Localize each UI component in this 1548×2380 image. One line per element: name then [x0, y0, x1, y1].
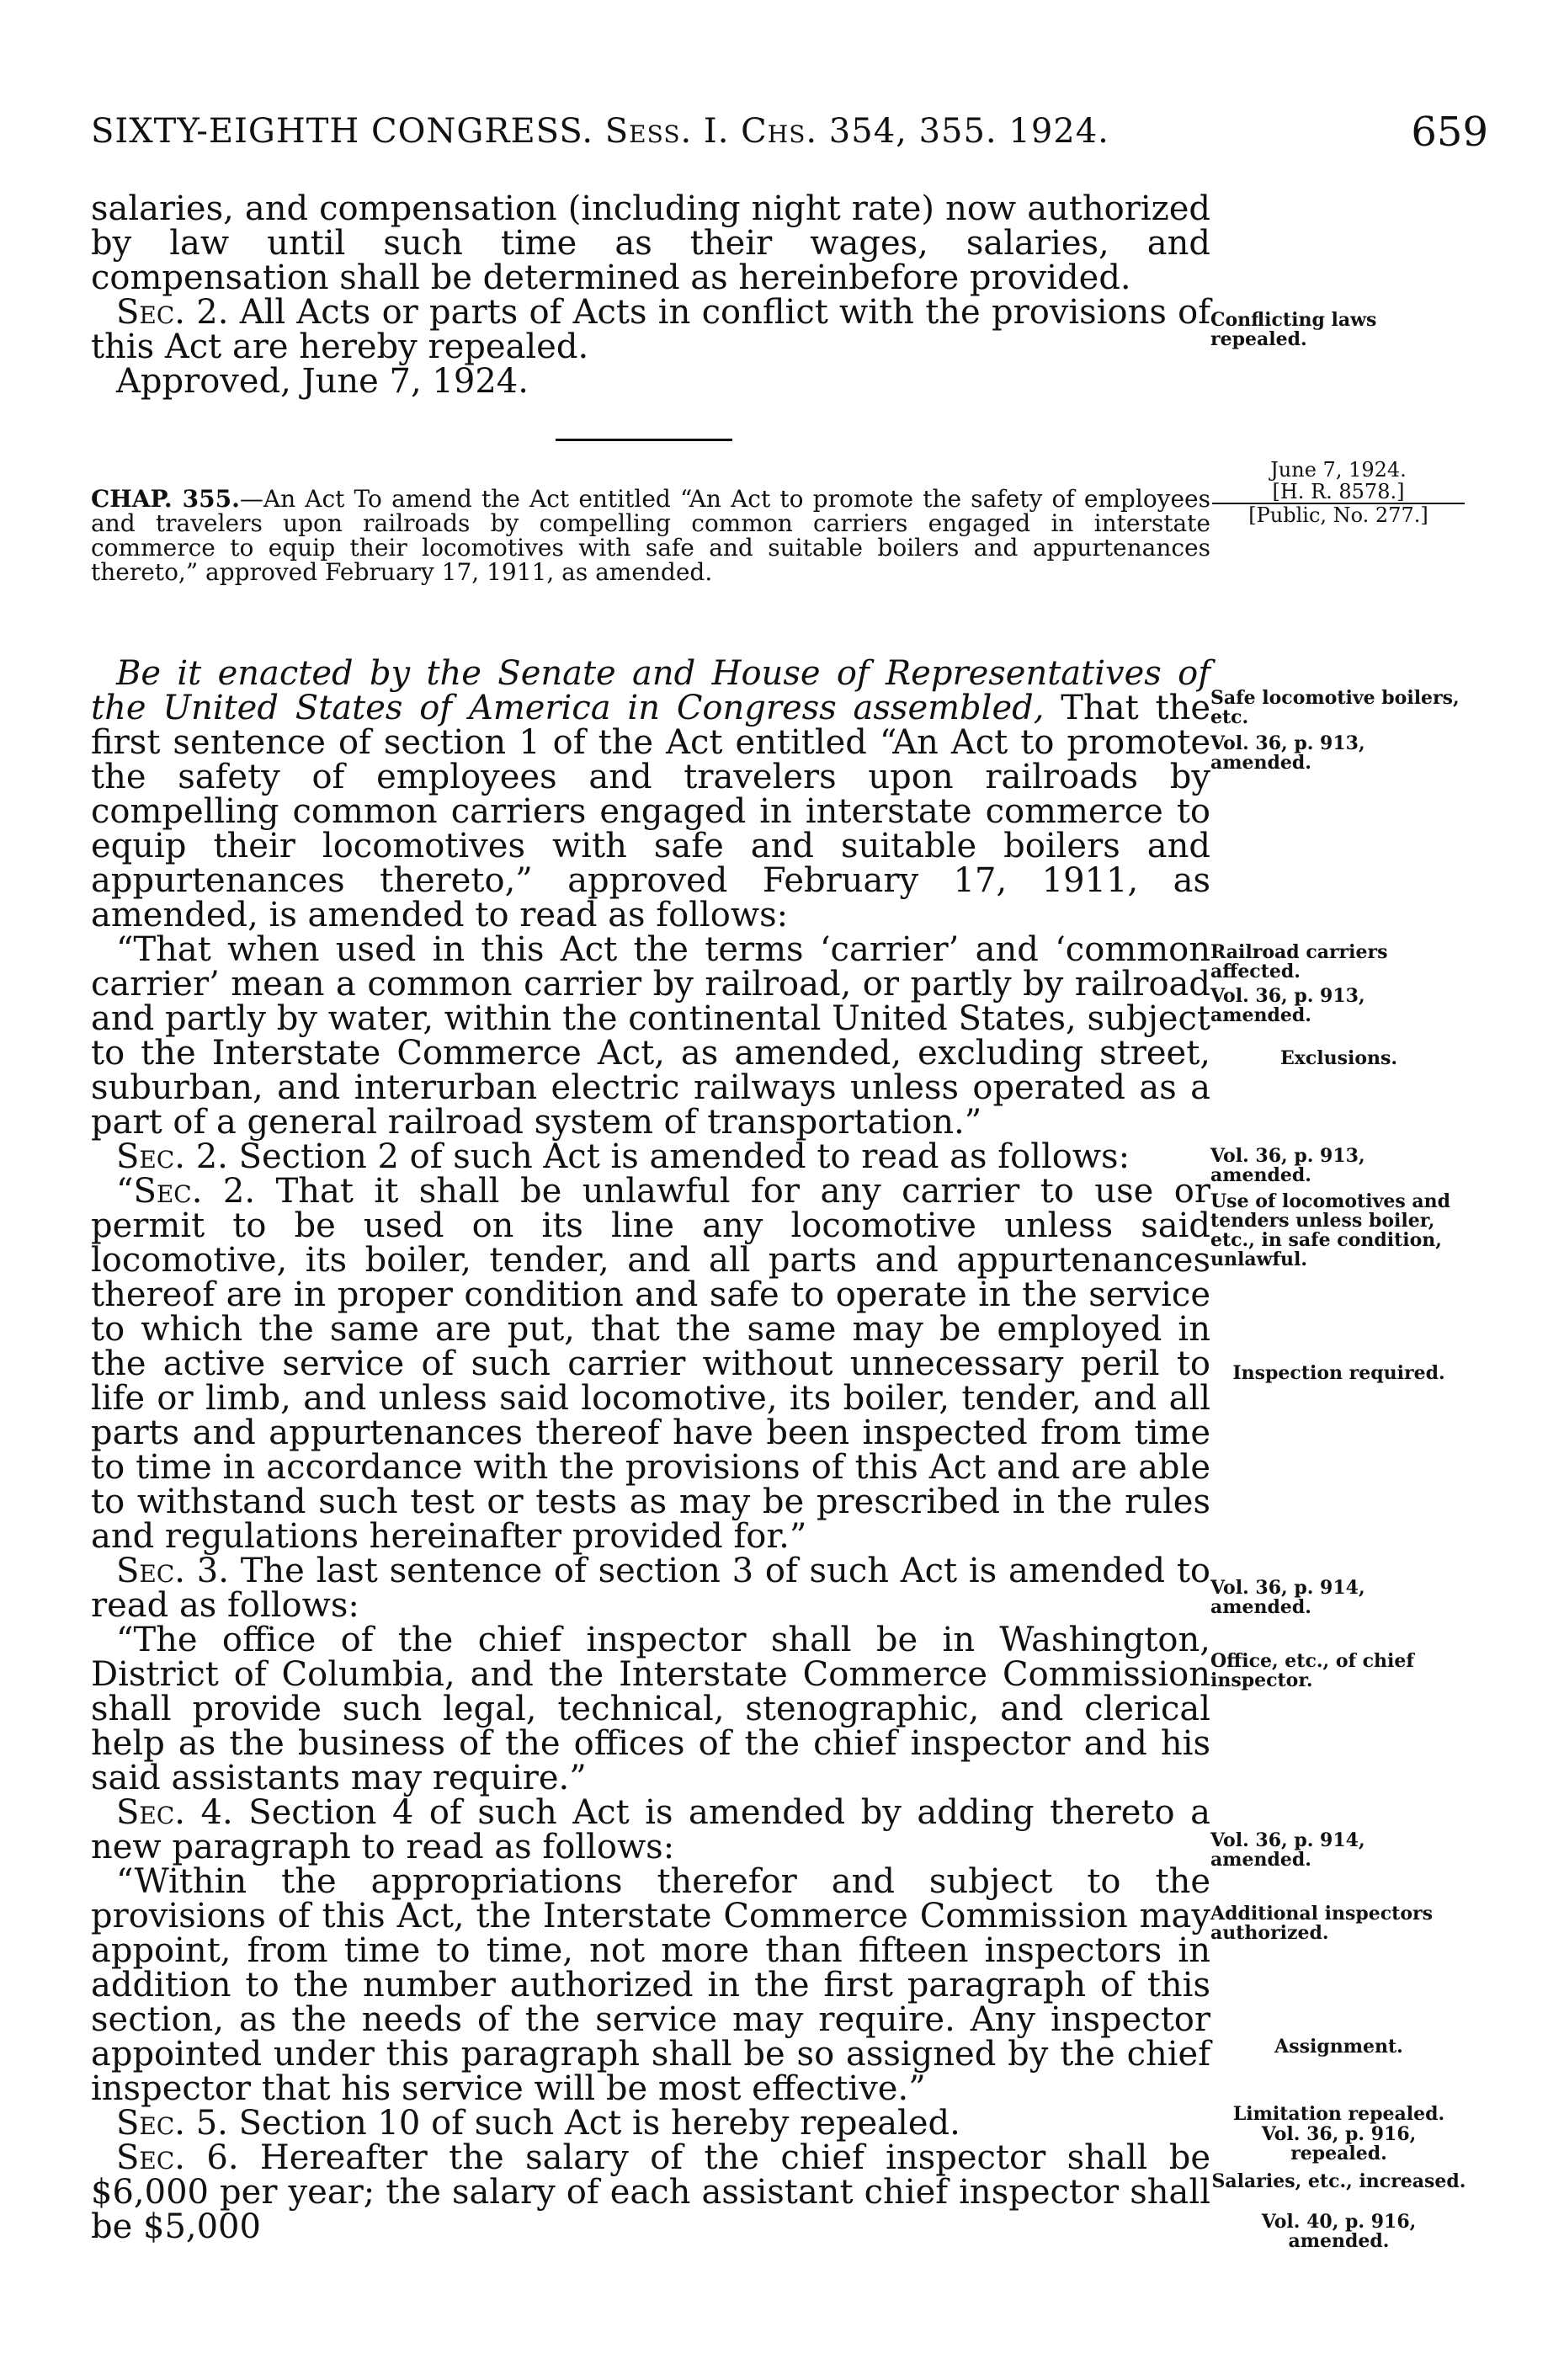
margin-note-conflicting: Conflicting laws repealed. [1210, 309, 1377, 350]
section-2-intro [91, 1137, 1210, 1176]
paragraph-enacting [91, 654, 1211, 934]
section-text: That it shall be unlawful for any carrier to use or permit to be used on its line any locomotive unless said locomotive, its boiler, tender, and all parts and appurtenances thereof are in proper condition and safe to operate in the service to which the same are put, that the same may be employed in the active service of such carrier without unnecessary peril to life or limb, and unless said locomotive, its boiler, tender, and all parts and appurtenances thereof have been inspected from time to time in accordance with the provisions of this Act and are able to withstand such test or tests as may be prescribed in the rules and regulations hereinafter provided for.” [91, 1172, 1210, 1556]
section-label: Sec. 3. [116, 1552, 229, 1590]
section-3-intro [91, 1554, 1210, 1623]
page-number: 659 [1411, 109, 1488, 156]
section-text: Section 4 of such Act is amended by adding thereto a new paragraph to read as follows: [91, 1793, 1210, 1866]
chief-inspector-office: “The office of the chief inspector shall be in Washington, District of Columbia, and the Interstate Commerce Commission shall provide such legal, technical, stenographic, and clerical help as the business of the offices of the chief inspector and his said assistants may require.” [91, 1621, 1210, 1797]
margin-note-additional: Additional inspectors authorized. [1210, 1903, 1433, 1944]
carrier-definition: “That when used in this Act the terms ‘carrier’ and ‘common carrier’ mean a common carrier by railroad, or partly by railroad and partly by water, within the continental United States, subject to the Interstate Commerce Act, as amended, excluding street, suburban, and interurban electric railways unless operated as a part of a general railroad system of transportation.” [91, 930, 1210, 1142]
additional-inspectors: “Within the appropriations therefor and subject to the provisions of this Act, the Interstate Commerce Commission may appoint, from time to time, not more than fifteen inspectors in addition to the number authorized in the first paragraph of this section, as the needs of the service may require. Any inspector appointed under this paragraph shall be so assigned by the chief inspector that his service will be most effective.” [91, 1862, 1210, 2108]
chapter-label: CHAP. 355. [91, 485, 240, 513]
section-label: Sec. 2. [116, 1137, 228, 1176]
repeal-section [91, 293, 1211, 366]
margin-note-railroad-carriers: Railroad carriers affected. [1210, 941, 1388, 982]
section-label: Sec. 6. [116, 2138, 239, 2177]
margin-note-citation: Vol. 36, p. 913, amended. [1210, 985, 1365, 1026]
section-label: Sec. 4. [116, 1793, 233, 1832]
margin-note-citation: Vol. 40, p. 916, amended. [1261, 2211, 1417, 2252]
section-text: Section 10 of such Act is hereby repealed. [238, 2104, 960, 2143]
section-text: The last sentence of section 3 of such Act is amended to read as follows: [91, 1552, 1211, 1625]
chapter-355-title [91, 487, 1210, 584]
margin-note-inspection: Inspection required. [1232, 1362, 1445, 1384]
chapter-355-body [91, 654, 1211, 2246]
chapter-354-end [91, 189, 1211, 401]
margin-note-exclusions: Exclusions. [1279, 1047, 1398, 1069]
chapter-title-text: —An Act To amend the Act entitled “An Act to promote the safety of employees and travelers upon railroads by compelling common carriers engaged in interstate commerce to equip their locomotives with safe and suitable boilers and appurtenances thereto,” approved February 17, 1911, as amended. [91, 485, 1211, 586]
enacting-clause: Be it enacted by the Senate and House of Representatives of the United States of America in Congress assembled, [91, 654, 1210, 727]
margin-note-office: Office, etc., of chief inspector. [1210, 1650, 1414, 1691]
section-label: “Sec. 2. [116, 1172, 256, 1211]
margin-note-safe-boilers: Safe locomotive boilers, etc. [1210, 687, 1460, 728]
chapter-divider [556, 439, 732, 441]
margin-note-citation: Vol. 36, p. 914, amended. [1210, 1577, 1365, 1618]
margin-note-citation: Vol. 36, p. 913, amended. [1210, 1145, 1365, 1186]
header-title: SIXTY-EIGHTH CONGRESS. [91, 112, 594, 151]
continued-paragraph: salaries, and compensation (including night rate) now authorized by law until such time as their wages, salaries, and compensation shall be determined as hereinbefore provided. [91, 189, 1210, 297]
section-5 [91, 2106, 1210, 2141]
public-law-number: [Public, No. 277.] [1248, 503, 1428, 527]
header-session: Sess. I. [604, 112, 730, 151]
running-header [91, 109, 1488, 162]
margin-note-citation: Vol. 36, p. 916, repealed. [1261, 2123, 1417, 2164]
margin-note-citation: Vol. 36, p. 914, amended. [1210, 1829, 1365, 1871]
header-chapters: Chs. 354, 355. [741, 112, 997, 151]
enactment-date: June 7, 1924. [1270, 458, 1407, 482]
section-label: Sec. 2. [116, 293, 229, 332]
section-6 [91, 2138, 1210, 2246]
margin-note-use-locomotives: Use of locomotives and tenders unless boiler, etc., in safe condition, unlawful. [1210, 1190, 1451, 1270]
house-bill-number: [H. R. 8578.] [1212, 481, 1465, 504]
section-4-intro [91, 1793, 1210, 1866]
section-1-amendment: That the first sentence of section 1 of the Act entitled “An Act to promote the safety of employees and travelers upon railroads by compelling common carriers engaged in interstate commerce to equip their locomotives with safe and suitable boilers and appurtenances thereto,” approved February 17, 1911, as amended, is amended to read as follows: [91, 689, 1211, 934]
margin-note-limitation: Limitation repealed. [1232, 2103, 1445, 2125]
section-2-text [91, 1174, 1210, 1554]
section-label: Sec. 5. [116, 2104, 228, 2143]
margin-note-citation: Vol. 36, p. 913, amended. [1210, 732, 1365, 774]
margin-note-assignment: Assignment. [1274, 2036, 1403, 2058]
approval-line: Approved, June 7, 1924. [116, 362, 529, 401]
header-year: 1924. [1008, 112, 1109, 151]
margin-note-salaries: Salaries, etc., increased. [1211, 2170, 1466, 2192]
section-text: Hereafter the salary of the chief inspector shall be $6,000 per year; the salary of each assistant chief inspector shall be $5,000 [91, 2138, 1210, 2246]
section-text: Section 2 of such Act is amended to read as follows: [238, 1137, 1130, 1176]
section-text: All Acts or parts of Acts in conflict with the provisions of this Act are hereby repealed. [91, 293, 1211, 366]
enactment-metadata [1212, 459, 1465, 526]
header-citation [91, 112, 1109, 151]
